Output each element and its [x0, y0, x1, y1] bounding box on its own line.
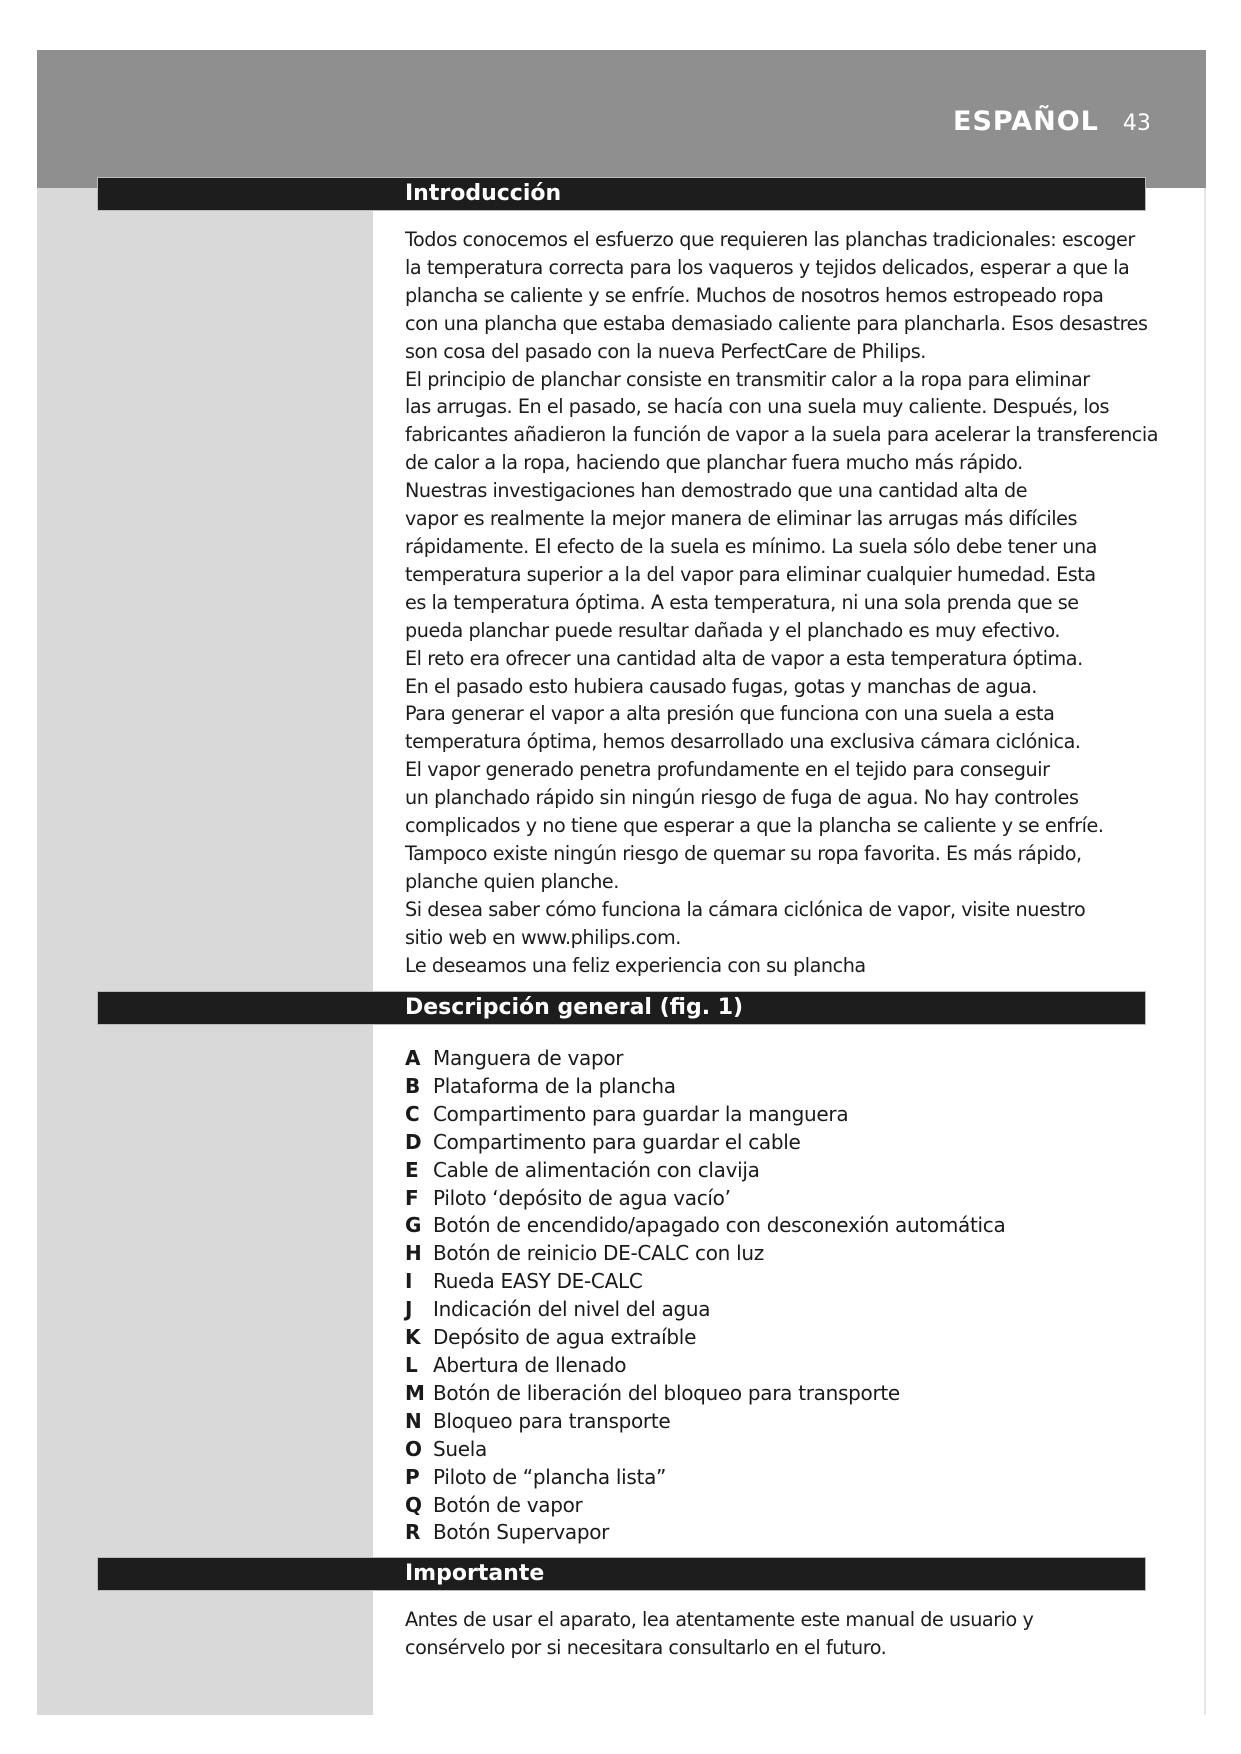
intro-line: El vapor generado penetra profundamente en el tejido para conseguir	[405, 758, 1050, 782]
part-item	[405, 1380, 1145, 1408]
intro-line: pueda planchar puede resultar dañada y el planchado es muy efectivo.	[405, 618, 1061, 642]
part-text: Compartimento para guardar la manguera	[433, 1101, 849, 1126]
section-title: Introducción	[405, 181, 562, 206]
part-text: Suela	[433, 1436, 487, 1461]
intro-line: temperatura superior a la del vapor para eliminar cualquier humedad. Esta	[405, 562, 1096, 586]
right-edge-line	[1204, 188, 1206, 1715]
part-text: Bloqueo para transporte	[433, 1408, 671, 1433]
part-item	[405, 1296, 1145, 1324]
intro-line: vapor es realmente la mejor manera de eliminar las arrugas más difíciles	[405, 507, 1078, 531]
part-letter: Q	[405, 1492, 422, 1517]
important-line: consérvelo por si necesitara consultarlo en el futuro.	[405, 1635, 887, 1659]
part-letter: I	[405, 1269, 413, 1294]
part-item	[405, 1129, 1145, 1157]
part-letter: G	[405, 1213, 422, 1238]
part-item	[405, 1212, 1145, 1240]
intro-line: Si desea saber cómo funciona la cámara ciclónica de vapor, visite nuestro	[405, 897, 1086, 921]
part-text: Piloto ‘depósito de agua vacío’	[433, 1185, 731, 1210]
part-item	[405, 1352, 1145, 1380]
part-text: Plataforma de la plancha	[433, 1073, 676, 1098]
intro-line: son cosa del pasado con la nueva PerfectCare de Philips.	[405, 339, 926, 363]
part-text: Depósito de agua extraíble	[433, 1325, 697, 1350]
important-line: Antes de usar el aparato, lea atentamente este manual de usuario y	[405, 1608, 1034, 1631]
part-item	[405, 1436, 1145, 1464]
language-label: ESPAÑOL	[953, 106, 1099, 137]
part-text: Indicación del nivel del agua	[433, 1297, 711, 1322]
section-heading-intro	[97, 177, 1146, 211]
part-letter: K	[405, 1325, 421, 1350]
intro-line: un planchado rápido sin ningún riesgo de fuga de agua. No hay controles	[405, 786, 1079, 810]
part-text: Botón de reinicio DE-CALC con luz	[433, 1241, 764, 1266]
part-item	[405, 1408, 1145, 1436]
part-text: Botón de encendido/apagado con desconexión automática	[433, 1213, 1006, 1238]
part-item	[405, 1073, 1145, 1101]
part-item	[405, 1519, 1145, 1547]
intro-line: de calor a la ropa, haciendo que planchar fuera mucho más rápido.	[405, 451, 1023, 475]
part-letter: H	[405, 1241, 422, 1266]
part-letter: P	[405, 1464, 420, 1489]
section-heading-overview	[97, 991, 1146, 1025]
part-text: Cable de alimentación con clavija	[433, 1157, 760, 1182]
intro-line: es la temperatura óptima. A esta temperatura, ni una sola prenda que se	[405, 590, 1079, 614]
part-text: Botón Supervapor	[433, 1520, 610, 1545]
part-item	[405, 1268, 1145, 1296]
part-letter: B	[405, 1073, 420, 1098]
intro-line: Nuestras investigaciones han demostrado que una cantidad alta de	[405, 479, 1028, 503]
intro-line: En el pasado esto hubiera causado fugas, gotas y manchas de agua.	[405, 674, 1037, 698]
section-title: Descripción general (fig. 1)	[405, 995, 744, 1020]
intro-line: fabricantes añadieron la función de vapor a la suela para acelerar la transferencia	[405, 423, 1159, 447]
intro-line: sitio web en www.philips.com.	[405, 925, 681, 949]
part-letter: A	[405, 1046, 421, 1070]
intro-line: temperatura óptima, hemos desarrollado una exclusiva cámara ciclónica.	[405, 730, 1081, 754]
part-letter: M	[405, 1380, 425, 1405]
left-margin-column	[37, 188, 373, 1715]
intro-line: Tampoco existe ningún riesgo de quemar su ropa favorita. Es más rápido,	[405, 841, 1082, 865]
part-item	[405, 1324, 1145, 1352]
part-item	[405, 1240, 1145, 1268]
important-body	[405, 1606, 1155, 1662]
part-letter: J	[405, 1297, 413, 1322]
part-text: Botón de liberación del bloqueo para transporte	[433, 1380, 900, 1405]
intro-line: con una plancha que estaba demasiado caliente para plancharla. Esos desastres	[405, 311, 1148, 335]
intro-line: planche quien planche.	[405, 869, 619, 893]
part-item	[405, 1492, 1145, 1520]
intro-line: Le deseamos una feliz experiencia con su plancha	[405, 953, 866, 977]
part-item	[405, 1157, 1145, 1185]
part-text: Piloto de “plancha lista”	[433, 1464, 667, 1489]
part-text: Rueda EASY DE-CALC	[433, 1269, 643, 1294]
section-title: Importante	[405, 1561, 545, 1586]
part-text: Compartimento para guardar el cable	[433, 1129, 801, 1154]
intro-line: Todos conocemos el esfuerzo que requieren las planchas tradicionales: escoger	[405, 228, 1135, 251]
part-letter: N	[405, 1408, 422, 1433]
intro-body	[405, 226, 1159, 979]
intro-line: la temperatura correcta para los vaqueros y tejidos delicados, esperar a que la	[405, 255, 1130, 279]
intro-line: complicados y no tiene que esperar a que la plancha se caliente y se enfríe.	[405, 814, 1104, 838]
part-letter: C	[405, 1101, 420, 1126]
intro-line: El reto era ofrecer una cantidad alta de vapor a esta temperatura óptima.	[405, 646, 1083, 670]
intro-line: Para generar el vapor a alta presión que funciona con una suela a esta	[405, 702, 1055, 726]
intro-line: las arrugas. En el pasado, se hacía con una suela muy caliente. Después, los	[405, 395, 1110, 419]
part-letter: E	[405, 1157, 419, 1182]
part-letter: O	[405, 1436, 422, 1461]
part-item	[405, 1045, 1145, 1073]
part-letter: F	[405, 1185, 419, 1210]
intro-line: plancha se caliente y se enfríe. Muchos de nosotros hemos estropeado ropa	[405, 283, 1104, 307]
part-text: Manguera de vapor	[433, 1046, 624, 1070]
part-letter: D	[405, 1129, 422, 1154]
page-number: 43	[1122, 111, 1151, 136]
part-item	[405, 1185, 1145, 1213]
part-item	[405, 1101, 1145, 1129]
section-heading-important	[97, 1557, 1146, 1591]
part-letter: L	[405, 1352, 418, 1377]
intro-line: rápidamente. El efecto de la suela es mínimo. La suela sólo debe tener una	[405, 534, 1097, 558]
page-header	[953, 106, 1151, 146]
intro-line: El principio de planchar consiste en transmitir calor a la ropa para eliminar	[405, 367, 1090, 391]
part-item	[405, 1464, 1145, 1492]
parts-list	[405, 1045, 1145, 1547]
part-text: Abertura de llenado	[433, 1352, 627, 1377]
part-letter: R	[405, 1520, 421, 1545]
part-text: Botón de vapor	[433, 1492, 583, 1517]
